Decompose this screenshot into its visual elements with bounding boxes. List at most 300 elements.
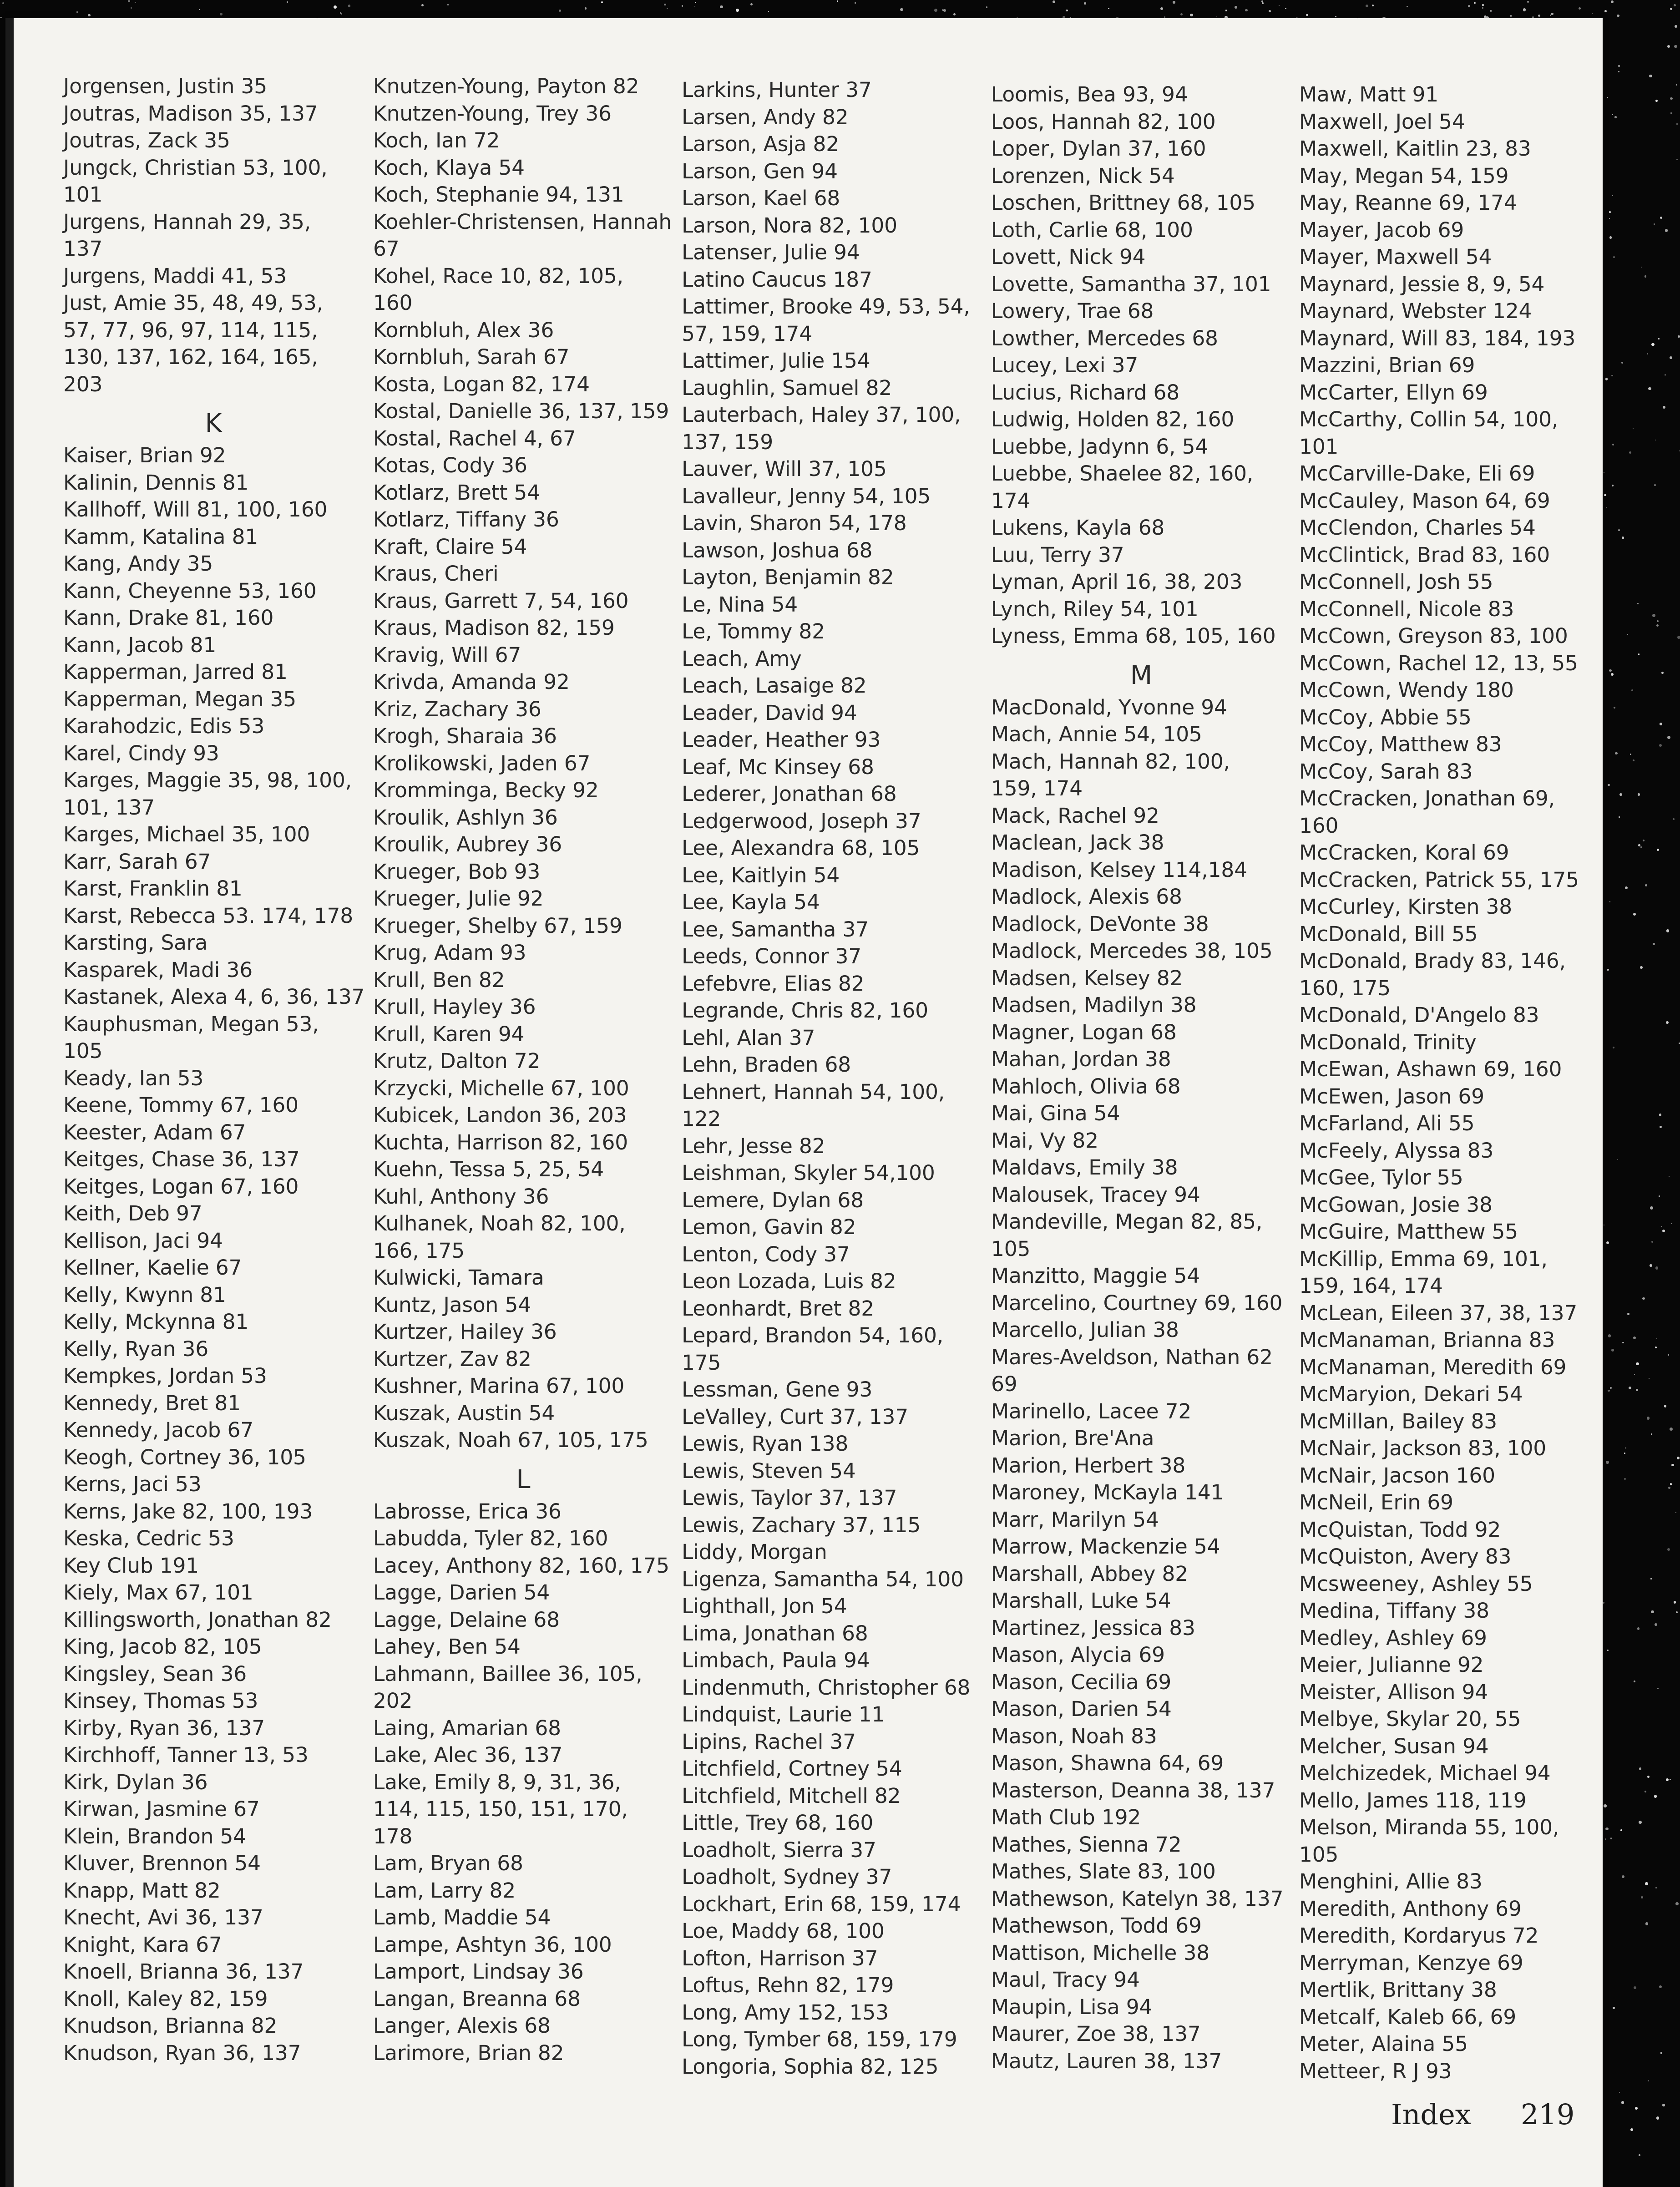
star-speck (1670, 1428, 1673, 1431)
index-entry: McCracken, Koral 69 (1299, 840, 1509, 865)
star-speck (1606, 1461, 1609, 1464)
star-speck (1655, 1623, 1657, 1626)
star-speck (1638, 793, 1640, 796)
star-speck (1655, 1266, 1659, 1270)
index-entry: 101 (63, 182, 103, 207)
index-entry: Lucey, Lexi 37 (991, 353, 1139, 377)
index-entry: Laing, Amarian 68 (373, 1716, 561, 1740)
star-speck (720, 5, 723, 9)
star-speck (1604, 10, 1607, 12)
star-speck (340, 12, 341, 14)
index-entry: McNair, Jacson 160 (1299, 1463, 1495, 1488)
index-entry: Madlock, Alexis 68 (991, 885, 1182, 909)
index-entry: Lattimer, Brooke 49, 53, 54, (682, 294, 970, 319)
index-entry: Lucius, Richard 68 (991, 380, 1180, 405)
star-speck (1164, 16, 1165, 18)
index-entry: Kotas, Cody 36 (373, 453, 527, 477)
star-speck (934, 9, 937, 12)
index-entry: Kuszak, Austin 54 (373, 1401, 555, 1425)
star-speck (1613, 1047, 1615, 1049)
star-speck (1633, 759, 1634, 761)
star-speck (1474, 2, 1476, 4)
star-speck (1639, 1767, 1642, 1770)
index-entry: Malousek, Tracey 94 (991, 1182, 1200, 1207)
index-entry: Loth, Carlie 68, 100 (991, 218, 1193, 242)
index-entry: Lauterbach, Haley 37, 100, (682, 403, 961, 427)
star-speck (1607, 97, 1608, 98)
index-entry: Joutras, Madison 35, 137 (63, 101, 318, 126)
index-entry: Langan, Breanna 68 (373, 1986, 581, 2011)
index-entry: Larson, Gen 94 (682, 159, 838, 183)
index-entry: Mach, Hannah 82, 100, (991, 749, 1230, 774)
star-speck (1606, 1241, 1609, 1244)
index-entry: McDonald, Bill 55 (1299, 921, 1478, 946)
index-entry: Marrow, Mackenzie 54 (991, 1534, 1220, 1559)
index-entry: Loos, Hannah 82, 100 (991, 109, 1216, 134)
index-entry: Marion, Bre'Ana (991, 1426, 1154, 1451)
star-speck (1666, 1778, 1669, 1781)
star-speck (1650, 1578, 1652, 1580)
index-entry: Litchfield, Cortney 54 (682, 1757, 902, 1781)
star-speck (1613, 2007, 1615, 2009)
index-entry: Kroulik, Ashlyn 36 (373, 805, 558, 830)
star-speck (900, 8, 903, 11)
index-entry: 57, 159, 174 (682, 321, 813, 346)
star-speck (1618, 65, 1620, 67)
star-speck (1651, 1241, 1653, 1243)
index-entry: Larson, Nora 82, 100 (682, 213, 897, 238)
star-speck (1618, 71, 1619, 72)
index-entry: McGee, Tylor 55 (1299, 1165, 1463, 1190)
star-speck (1665, 229, 1668, 232)
star-speck (1612, 114, 1613, 115)
star-speck (1649, 75, 1652, 77)
index-entry: Knecht, Avi 36, 137 (63, 1905, 263, 1930)
star-speck (421, 4, 424, 6)
star-speck (1648, 2080, 1650, 2082)
index-entry: Keitges, Chase 36, 137 (63, 1147, 300, 1172)
index-entry: 166, 175 (373, 1238, 465, 1263)
star-speck (1662, 1230, 1665, 1232)
index-entry: 105 (991, 1236, 1031, 1261)
index-entry: Knudson, Brianna 82 (63, 2014, 278, 2038)
index-entry: McDonald, Brady 83, 146, (1299, 949, 1566, 973)
star-speck (1538, 15, 1540, 17)
index-entry: Mathewson, Todd 69 (991, 1914, 1202, 1938)
index-entry: Le, Nina 54 (682, 592, 798, 617)
star-speck (1655, 1347, 1657, 1348)
index-entry: McClintick, Brad 83, 160 (1299, 542, 1550, 567)
star-speck (1663, 406, 1665, 409)
star-speck (1624, 1453, 1625, 1454)
star-speck (1622, 1875, 1624, 1878)
index-entry: Kostal, Rachel 4, 67 (373, 426, 576, 451)
star-speck (1624, 1478, 1626, 1480)
star-speck (1647, 1417, 1650, 1419)
star-speck (1674, 45, 1677, 48)
index-entry: McGuire, Matthew 55 (1299, 1220, 1518, 1244)
index-entry: Marcello, Julian 38 (991, 1318, 1179, 1342)
index-entry: Karst, Franklin 81 (63, 876, 243, 901)
star-speck (1610, 1838, 1612, 1839)
star-speck (1607, 1650, 1609, 1651)
star-speck (1468, 5, 1470, 7)
star-speck (1612, 195, 1613, 196)
index-entry: McKillip, Emma 69, 101, (1299, 1246, 1548, 1271)
star-speck (128, 0, 130, 2)
index-entry: Jorgensen, Justin 35 (63, 74, 267, 98)
index-entry: Loomis, Bea 93, 94 (991, 82, 1188, 106)
index-entry: Medley, Ashley 69 (1299, 1625, 1487, 1650)
index-entry: Kulwicki, Tamara (373, 1266, 544, 1290)
index-entry: McCown, Rachel 12, 13, 55 (1299, 651, 1578, 675)
star-speck (1676, 123, 1677, 124)
star-speck (1675, 25, 1678, 28)
index-entry: McEwan, Ashawn 69, 160 (1299, 1057, 1562, 1081)
index-entry: McFarland, Ali 55 (1299, 1111, 1475, 1135)
star-speck (1510, 15, 1512, 17)
index-entry: Larsen, Andy 82 (682, 105, 849, 129)
index-entry: Lindenmuth, Christopher 68 (682, 1675, 971, 1700)
index-entry: Mayer, Jacob 69 (1299, 218, 1464, 242)
index-entry: Keene, Tommy 67, 160 (63, 1093, 299, 1118)
index-entry: Kauphusman, Megan 53, (63, 1012, 319, 1036)
star-speck (1625, 886, 1628, 889)
star-speck (559, 10, 561, 12)
star-speck (1605, 1838, 1606, 1840)
star-speck (1656, 1338, 1657, 1339)
index-entry: McDonald, D'Angelo 83 (1299, 1003, 1539, 1027)
index-entry: Long, Amy 152, 153 (682, 2000, 889, 2025)
index-entry: Mahan, Jordan 38 (991, 1047, 1171, 1072)
index-entry: Lynch, Riley 54, 101 (991, 597, 1199, 621)
star-speck (1620, 1829, 1622, 1831)
index-entry: Kallhoff, Will 81, 100, 160 (63, 497, 328, 522)
star-speck (1670, 8, 1672, 10)
star-speck (1053, 0, 1055, 3)
star-speck (1637, 603, 1639, 604)
star-speck (1651, 1433, 1652, 1434)
star-speck (1659, 1195, 1660, 1197)
index-entry: Leonhardt, Bret 82 (682, 1296, 875, 1321)
index-entry: Melson, Miranda 55, 100, (1299, 1815, 1559, 1839)
index-entry: Loadholt, Sydney 37 (682, 1865, 892, 1889)
star-speck (1660, 723, 1662, 725)
star-speck (1605, 1828, 1608, 1830)
section-letter: L (516, 1464, 531, 1494)
star-speck (1660, 217, 1662, 219)
index-entry: Maurer, Zoe 38, 137 (991, 2022, 1201, 2046)
star-speck (1660, 2052, 1663, 2054)
index-entry: Metcalf, Kaleb 66, 69 (1299, 2005, 1516, 2029)
footer-page-number: 219 (1521, 2098, 1575, 2131)
index-entry: Leader, David 94 (682, 700, 857, 725)
star-speck (1216, 16, 1217, 17)
star-speck (1550, 15, 1551, 16)
index-entry: Lewis, Steven 54 (682, 1458, 856, 1483)
index-entry: Kellison, Jaci 94 (63, 1228, 223, 1253)
index-entry: Marinello, Lacee 72 (991, 1399, 1192, 1423)
star-speck (1639, 1821, 1642, 1824)
index-entry: McLean, Eileen 37, 38, 137 (1299, 1301, 1578, 1325)
star-speck (76, 11, 78, 13)
star-speck (1645, 275, 1647, 278)
index-entry: Lorenzen, Nick 54 (991, 163, 1175, 188)
star-speck (1674, 4, 1676, 6)
index-entry: McManaman, Brianna 83 (1299, 1328, 1555, 1352)
star-speck (1675, 1512, 1677, 1514)
star-speck (1671, 1223, 1673, 1224)
binding-edge (5, 18, 14, 2187)
index-entry: LeValley, Curt 37, 137 (682, 1404, 909, 1429)
index-entry: Lake, Alec 36, 137 (373, 1743, 563, 1767)
index-entry: Kasparek, Madi 36 (63, 957, 253, 982)
star-speck (1671, 1464, 1674, 1466)
index-entry: Just, Amie 35, 48, 49, 53, (63, 291, 323, 315)
star-speck (1630, 754, 1631, 755)
star-speck (1306, 14, 1308, 16)
index-entry: Leaf, Mc Kinsey 68 (682, 754, 874, 779)
star-speck (1619, 816, 1620, 818)
index-entry: Lefebvre, Elias 82 (682, 971, 865, 996)
index-entry: Marion, Herbert 38 (991, 1453, 1186, 1478)
index-entry: Meister, Allison 94 (1299, 1680, 1488, 1704)
star-speck (1262, 2, 1264, 4)
index-entry: Karst, Rebecca 53. 174, 178 (63, 903, 353, 928)
index-entry: Jurgens, Hannah 29, 35, (63, 209, 311, 234)
index-entry: Lamport, Lindsay 36 (373, 1959, 584, 1984)
star-speck (447, 4, 449, 5)
index-entry: 175 (682, 1350, 721, 1375)
index-entry: Keska, Cedric 53 (63, 1526, 234, 1551)
index-entry: Lewis, Ryan 138 (682, 1432, 849, 1456)
star-speck (1658, 338, 1660, 339)
star-speck (1656, 2116, 1659, 2119)
index-entry: Mason, Alycia 69 (991, 1643, 1165, 1667)
star-speck (1609, 901, 1610, 902)
index-entry: Maynard, Jessie 8, 9, 54 (1299, 272, 1545, 296)
index-entry: Meredith, Kordaryus 72 (1299, 1924, 1539, 1948)
star-speck (1335, 16, 1336, 17)
index-entry: Kurtzer, Hailey 36 (373, 1320, 557, 1344)
index-entry: Madsen, Madilyn 38 (991, 993, 1197, 1018)
star-speck (1659, 1985, 1662, 1988)
index-entry: Knoll, Kaley 82, 159 (63, 1986, 268, 2011)
star-speck (1619, 793, 1622, 796)
star-speck (199, 9, 200, 10)
index-entry: Laughlin, Samuel 82 (682, 375, 892, 400)
index-entry: Langer, Alexis 68 (373, 2014, 551, 2038)
star-speck (1660, 1126, 1662, 1128)
index-entry: Lukens, Kayla 68 (991, 516, 1165, 540)
index-entry: Kushner, Marina 67, 100 (373, 1374, 625, 1398)
index-entry: McCurley, Kirsten 38 (1299, 895, 1512, 919)
index-entry: Kornbluh, Sarah 67 (373, 345, 570, 369)
index-entry: Kingsley, Sean 36 (63, 1661, 247, 1686)
index-entry: Lagge, Delaine 68 (373, 1607, 560, 1632)
index-entry: McFeely, Alyssa 83 (1299, 1138, 1494, 1163)
star-speck (1633, 428, 1634, 429)
index-entry: Lepard, Brandon 54, 160, (682, 1323, 944, 1347)
index-entry: Long, Tymber 68, 159, 179 (682, 2027, 957, 2051)
index-entry: Madsen, Kelsey 82 (991, 966, 1183, 990)
index-entry: Lamb, Maddie 54 (373, 1905, 551, 1930)
index-entry: Limbach, Paula 94 (682, 1648, 870, 1672)
index-entry: 160 (1299, 813, 1339, 838)
star-speck (1674, 1601, 1676, 1603)
index-entry: 159, 164, 174 (1299, 1274, 1443, 1298)
index-entry: Lowery, Trae 68 (991, 299, 1154, 323)
index-entry: 57, 77, 96, 97, 114, 115, (63, 318, 318, 342)
star-speck (1673, 818, 1675, 820)
star-speck (1670, 112, 1672, 114)
index-entry: Mayer, Maxwell 54 (1299, 245, 1492, 269)
index-entry: Karel, Cindy 93 (63, 741, 219, 765)
index-entry: McClendon, Charles 54 (1299, 516, 1536, 540)
star-speck (1675, 1902, 1679, 1905)
star-speck (1643, 840, 1645, 841)
index-entry: Karges, Michael 35, 100 (63, 822, 310, 847)
index-entry: 159, 174 (991, 776, 1083, 801)
index-entry: Larimore, Brian 82 (373, 2040, 564, 2065)
index-entry: Kellner, Kaelie 67 (63, 1256, 242, 1280)
index-entry: Kapperman, Megan 35 (63, 687, 296, 711)
index-entry: Lahmann, Baillee 36, 105, (373, 1661, 643, 1686)
index-entry: King, Jacob 82, 105 (63, 1635, 262, 1659)
star-speck (1269, 10, 1271, 12)
index-entry: Lemon, Gavin 82 (682, 1215, 856, 1239)
star-speck (1647, 1776, 1650, 1778)
index-entry: 101 (1299, 434, 1339, 459)
star-speck (1666, 929, 1669, 932)
index-entry: Lee, Samantha 37 (682, 917, 869, 942)
star-speck (1285, 8, 1286, 9)
star-speck (1579, 7, 1581, 10)
index-entry: Lofton, Harrison 37 (682, 1946, 878, 1970)
index-entry: Lessman, Gene 93 (682, 1377, 873, 1402)
index-entry: Lehl, Alan 37 (682, 1025, 815, 1050)
index-entry: Lampe, Ashtyn 36, 100 (373, 1932, 612, 1957)
star-speck (1629, 451, 1631, 454)
index-entry: Lavalleur, Jenny 54, 105 (682, 484, 931, 508)
star-speck (1366, 5, 1369, 8)
index-entry: Maynard, Webster 124 (1299, 299, 1532, 323)
star-speck (1678, 335, 1680, 338)
section-letter: K (205, 409, 222, 439)
star-speck (1614, 707, 1615, 709)
index-entry: Legrande, Chris 82, 160 (682, 998, 928, 1023)
index-entry: Mello, James 118, 119 (1299, 1788, 1527, 1812)
index-entry: Kastanek, Alexa 4, 6, 36, 137 (63, 985, 365, 1009)
section-letter: M (1130, 660, 1153, 690)
star-speck (1676, 159, 1678, 160)
star-speck (1638, 653, 1640, 655)
star-speck (1592, 13, 1593, 14)
index-entry: Longoria, Sophia 82, 125 (682, 2054, 939, 2079)
star-speck (1657, 1688, 1659, 1689)
index-entry: Kann, Drake 81, 160 (63, 606, 274, 630)
index-entry: Loper, Dylan 37, 160 (991, 137, 1206, 161)
star-speck (1245, 9, 1247, 11)
index-entry: Kinsey, Thomas 53 (63, 1689, 258, 1713)
star-speck (1656, 624, 1659, 627)
star-speck (1655, 1887, 1657, 1888)
index-entry: Kerns, Jake 82, 100, 193 (63, 1499, 313, 1524)
index-entry: Lewis, Taylor 37, 137 (682, 1486, 897, 1510)
index-entry: Lindquist, Laurie 11 (682, 1702, 885, 1726)
star-speck (1608, 784, 1609, 786)
star-speck (943, 9, 946, 12)
star-speck (1225, 10, 1227, 11)
index-entry: Key Club 191 (63, 1553, 199, 1578)
index-entry: McQuiston, Avery 83 (1299, 1544, 1512, 1569)
star-speck (1084, 2, 1086, 4)
index-entry: Lehn, Braden 68 (682, 1053, 851, 1077)
star-speck (1661, 1226, 1662, 1227)
star-speck (1650, 1264, 1652, 1267)
index-entry: Larson, Asja 82 (682, 132, 839, 156)
index-entry: McMillan, Bailey 83 (1299, 1409, 1497, 1433)
index-entry: Medina, Tiffany 38 (1299, 1599, 1489, 1623)
index-entry: Joutras, Zack 35 (63, 128, 230, 152)
index-entry: Mares-Aveldson, Nathan 62 (991, 1345, 1273, 1369)
index-entry: Kirk, Dylan 36 (63, 1770, 208, 1794)
star-speck (1611, 1349, 1614, 1352)
star-speck (1622, 537, 1624, 539)
index-entry: Kennedy, Bret 81 (63, 1391, 241, 1415)
index-entry: McCarter, Ellyn 69 (1299, 380, 1488, 405)
index-entry: Maynard, Will 83, 184, 193 (1299, 326, 1576, 350)
star-speck (736, 9, 739, 12)
index-entry: Larson, Kael 68 (682, 186, 840, 210)
star-speck (287, 1, 288, 3)
star-speck (1667, 736, 1670, 739)
index-entry: Kubicek, Landon 36, 203 (373, 1103, 627, 1127)
index-entry: Mautz, Lauren 38, 137 (991, 2049, 1222, 2073)
index-entry: McCown, Wendy 180 (1299, 678, 1514, 702)
index-entry: Lehr, Jesse 82 (682, 1134, 825, 1158)
index-entry: Loftus, Rehn 82, 179 (682, 1973, 894, 1997)
star-speck (1372, 5, 1374, 6)
index-entry: McCoy, Sarah 83 (1299, 759, 1473, 784)
index-entry: McCauley, Mason 64, 69 (1299, 488, 1550, 513)
index-entry: Kohel, Race 10, 82, 105, (373, 263, 623, 288)
footer-section-label: Index (1391, 2098, 1471, 2131)
star-speck (1666, 1021, 1669, 1024)
star-speck (1612, 444, 1614, 446)
star-speck (664, 4, 666, 6)
index-entry: Manzitto, Maggie 54 (991, 1264, 1200, 1288)
index-entry: Mathewson, Katelyn 38, 137 (991, 1886, 1284, 1911)
star-speck (1608, 1390, 1609, 1392)
index-entry: Kraft, Claire 54 (373, 534, 527, 559)
star-speck (1615, 752, 1617, 754)
star-speck (1659, 1114, 1661, 1116)
star-speck (1652, 614, 1655, 617)
index-entry: 105 (63, 1039, 103, 1063)
star-speck (1066, 10, 1068, 12)
index-entry: Krug, Adam 93 (373, 941, 526, 965)
star-speck (135, 2, 136, 3)
star-speck (1627, 634, 1628, 635)
index-entry: Kelly, Mckynna 81 (63, 1310, 249, 1334)
star-speck (1661, 672, 1664, 674)
index-entry: McQuistan, Todd 92 (1299, 1517, 1501, 1542)
star-speck (1667, 1548, 1670, 1551)
index-entry: Melcher, Susan 94 (1299, 1734, 1489, 1758)
index-entry: Lahey, Ben 54 (373, 1635, 521, 1659)
index-entry: Kerns, Jaci 53 (63, 1472, 202, 1497)
